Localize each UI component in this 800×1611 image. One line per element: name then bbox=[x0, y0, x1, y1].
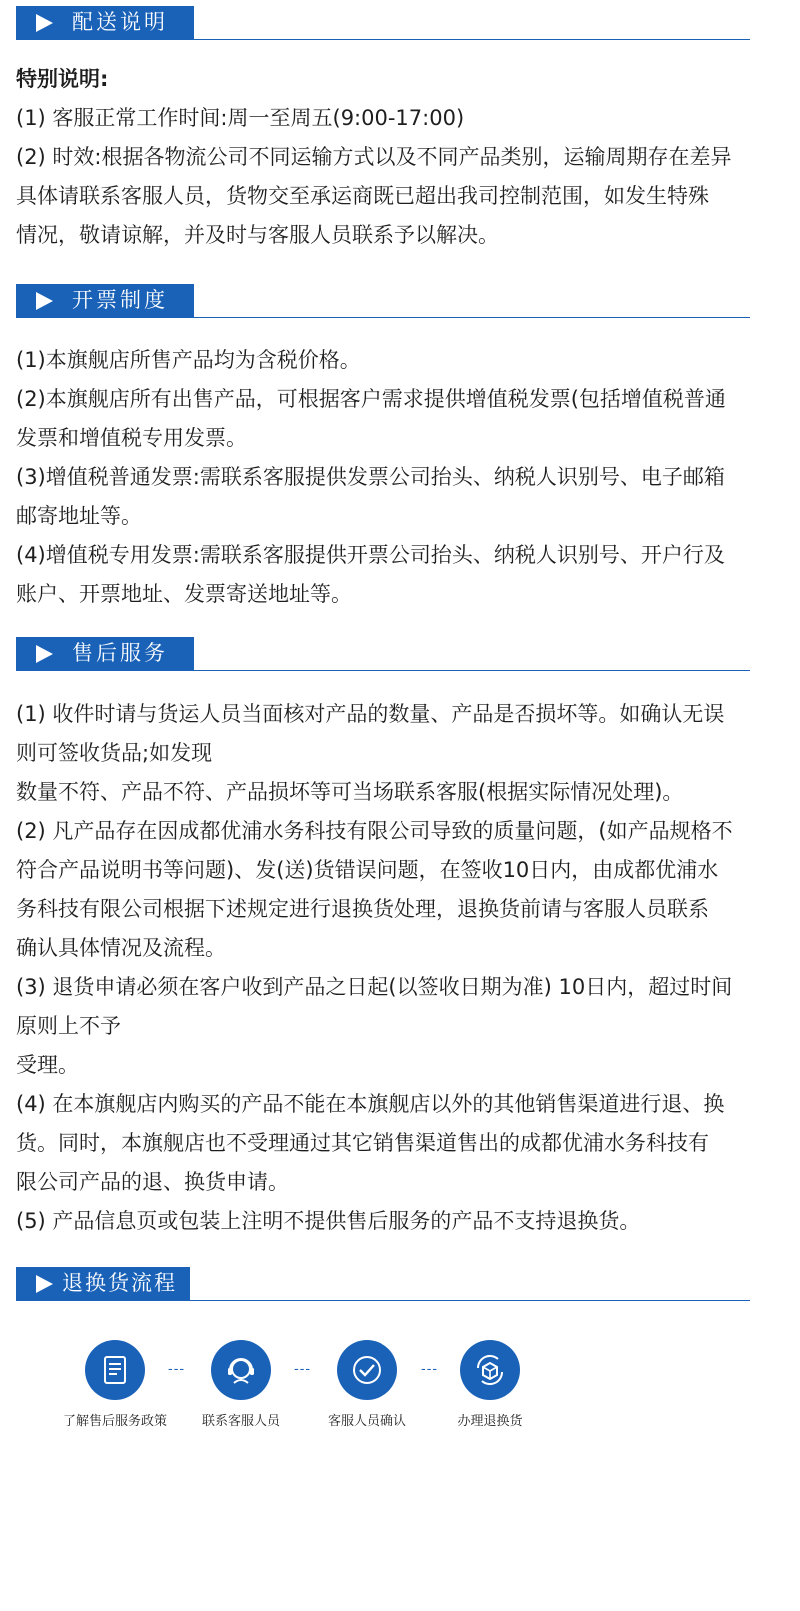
section-header-aftersales bbox=[16, 637, 750, 675]
paragraph-line: (1)本旗舰店所售产品均为含税价格。 bbox=[16, 348, 361, 372]
flow-step bbox=[45, 1340, 185, 1429]
section-divider bbox=[16, 1300, 750, 1301]
paragraph-line: (4)增值税专用发票:需联系客服提供开票公司抬头、纳税人识别号、开户行及 bbox=[16, 543, 725, 567]
paragraph-line: (3) 退货申请必须在客户收到产品之日起(以签收日期为准) 10日内，超过时间 bbox=[16, 975, 733, 999]
paragraph-line: 具体请联系客服人员，货物交至承运商既已超出我司控制范围，如发生特殊 bbox=[16, 184, 709, 208]
section-tab bbox=[16, 284, 194, 317]
paragraph-line: 邮寄地址等。 bbox=[16, 504, 142, 528]
special-heading: 特别说明: bbox=[16, 67, 109, 91]
paragraph-line: 情况，敬请谅解，并及时与客服人员联系予以解决。 bbox=[16, 223, 499, 247]
paragraph-line: 发票和增值税专用发票。 bbox=[16, 426, 247, 450]
paragraph-line: (5) 产品信息页或包装上注明不提供售后服务的产品不支持退换货。 bbox=[16, 1209, 641, 1233]
section-header-invoice bbox=[16, 284, 750, 322]
play-arrow-icon bbox=[36, 292, 53, 310]
flow-step bbox=[297, 1340, 437, 1429]
step-label: 办理退换货 bbox=[457, 1414, 523, 1429]
paragraph-line: 务科技有限公司根据下述规定进行退换货处理，退换货前请与客服人员联系 bbox=[16, 897, 709, 921]
invoice-content bbox=[16, 341, 786, 614]
play-arrow-icon bbox=[36, 645, 53, 663]
step-label: 联系客服人员 bbox=[201, 1414, 280, 1429]
section-tab bbox=[16, 6, 194, 39]
aftersales-content bbox=[16, 695, 786, 1241]
step-connector: --- bbox=[294, 1362, 312, 1377]
paragraph-line: 原则上不予 bbox=[16, 1014, 121, 1038]
play-arrow-icon bbox=[36, 14, 53, 32]
delivery-content bbox=[16, 60, 786, 255]
section-title: 退换货流程 bbox=[62, 1271, 177, 1295]
paragraph-line: (2) 时效:根据各物流公司不同运输方式以及不同产品类别，运输周期存在差异 bbox=[16, 145, 732, 169]
section-divider bbox=[16, 317, 750, 318]
paragraph-line: 限公司产品的退、换货申请。 bbox=[16, 1170, 289, 1194]
step-connector: --- bbox=[168, 1362, 186, 1377]
document-icon bbox=[85, 1340, 145, 1400]
paragraph-line: (1) 客服正常工作时间:周一至周五(9:00-17:00) bbox=[16, 106, 465, 130]
section-title: 开票制度 bbox=[72, 288, 168, 312]
paragraph-line: (3)增值税普通发票:需联系客服提供发票公司抬头、纳税人识别号、电子邮箱 bbox=[16, 465, 725, 489]
step-connector: --- bbox=[421, 1362, 439, 1377]
paragraph-line: 符合产品说明书等问题)、发(送)货错误问题，在签收10日内，由成都优浦水 bbox=[16, 858, 719, 882]
paragraph-line: (4) 在本旗舰店内购买的产品不能在本旗舰店以外的其他销售渠道进行退、换 bbox=[16, 1092, 725, 1116]
paragraph-line: 受理。 bbox=[16, 1053, 79, 1077]
paragraph-line: 数量不符、产品不符、产品损坏等可当场联系客服(根据实际情况处理)。 bbox=[16, 780, 684, 804]
paragraph-line: 则可签收货品;如发现 bbox=[16, 741, 213, 765]
flow-step bbox=[420, 1340, 560, 1429]
returns-flow-steps bbox=[0, 1340, 800, 1430]
section-header-returns-flow bbox=[16, 1267, 750, 1305]
paragraph-line: 账户、开票地址、发票寄送地址等。 bbox=[16, 582, 352, 606]
step-label: 客服人员确认 bbox=[327, 1414, 406, 1429]
flow-step bbox=[171, 1340, 311, 1429]
customer-service-icon bbox=[211, 1340, 271, 1400]
section-title: 售后服务 bbox=[72, 641, 168, 665]
section-tab bbox=[16, 637, 194, 670]
paragraph-line: 确认具体情况及流程。 bbox=[16, 936, 226, 960]
paragraph-line: (2)本旗舰店所有出售产品，可根据客户需求提供增值税发票(包括增值税普通 bbox=[16, 387, 726, 411]
play-arrow-icon bbox=[36, 1275, 53, 1293]
paragraph-line: (1) 收件时请与货运人员当面核对产品的数量、产品是否损坏等。如确认无误 bbox=[16, 702, 725, 726]
section-divider bbox=[16, 670, 750, 671]
paragraph-line: 货。同时，本旗舰店也不受理通过其它销售渠道售出的成都优浦水务科技有 bbox=[16, 1131, 709, 1155]
section-title: 配送说明 bbox=[72, 10, 168, 34]
section-header-delivery bbox=[16, 6, 750, 44]
check-icon bbox=[337, 1340, 397, 1400]
paragraph-line: (2) 凡产品存在因成都优浦水务科技有限公司导致的质量问题，(如产品规格不 bbox=[16, 819, 733, 843]
section-divider bbox=[16, 39, 750, 40]
exchange-box-icon bbox=[460, 1340, 520, 1400]
section-tab bbox=[16, 1267, 190, 1300]
step-label: 了解售后服务政策 bbox=[62, 1414, 167, 1429]
